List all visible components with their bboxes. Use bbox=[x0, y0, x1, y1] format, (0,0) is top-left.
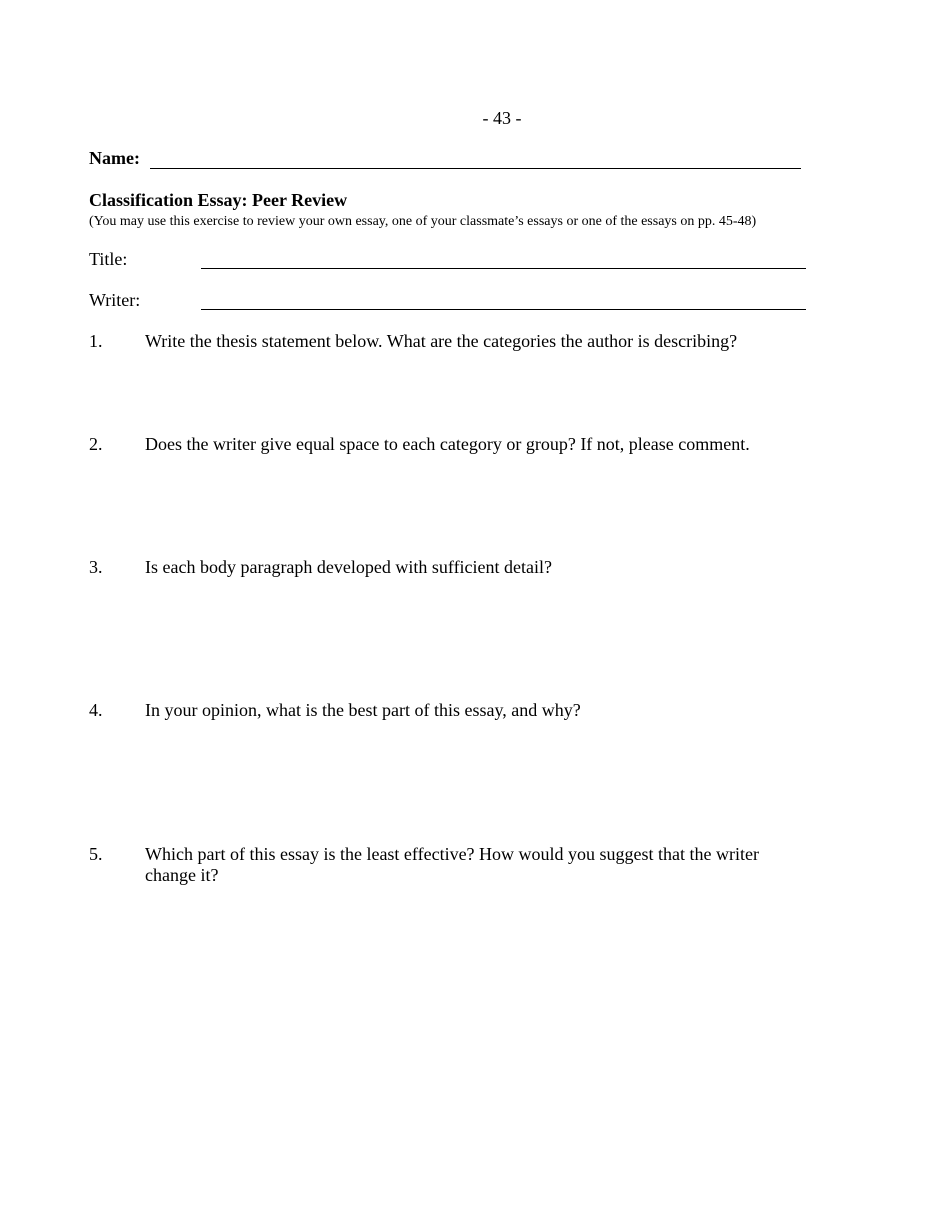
writer-label: Writer: bbox=[89, 290, 141, 310]
question-text: In your opinion, what is the best part of this essay, and why? bbox=[145, 700, 581, 720]
question-text: Does the writer give equal space to each category or group? If not, please comment. bbox=[145, 434, 750, 454]
title-field[interactable] bbox=[201, 268, 806, 269]
question-number: 2. bbox=[89, 434, 103, 454]
writer-field[interactable] bbox=[201, 309, 806, 310]
instructions: (You may use this exercise to review your own essay, one of your classmate’s essays or one of the essays on pp. 45-48) bbox=[89, 214, 757, 229]
question-number: 4. bbox=[89, 700, 103, 720]
name-label: Name: bbox=[89, 148, 140, 168]
page-title: Classification Essay: Peer Review bbox=[89, 190, 348, 210]
question-text: Write the thesis statement below. What are the categories the author is describing? bbox=[145, 331, 738, 351]
title-label: Title: bbox=[89, 249, 128, 269]
question-number: 5. bbox=[89, 844, 103, 864]
name-field[interactable] bbox=[150, 168, 801, 169]
question-text: Is each body paragraph developed with sufficient detail? bbox=[145, 557, 553, 577]
question-number: 1. bbox=[89, 331, 103, 351]
page-number: - 43 - bbox=[482, 108, 522, 128]
question-number: 3. bbox=[89, 557, 103, 577]
question-text: Which part of this essay is the least effective? How would you suggest that the writer change it? bbox=[145, 844, 760, 885]
